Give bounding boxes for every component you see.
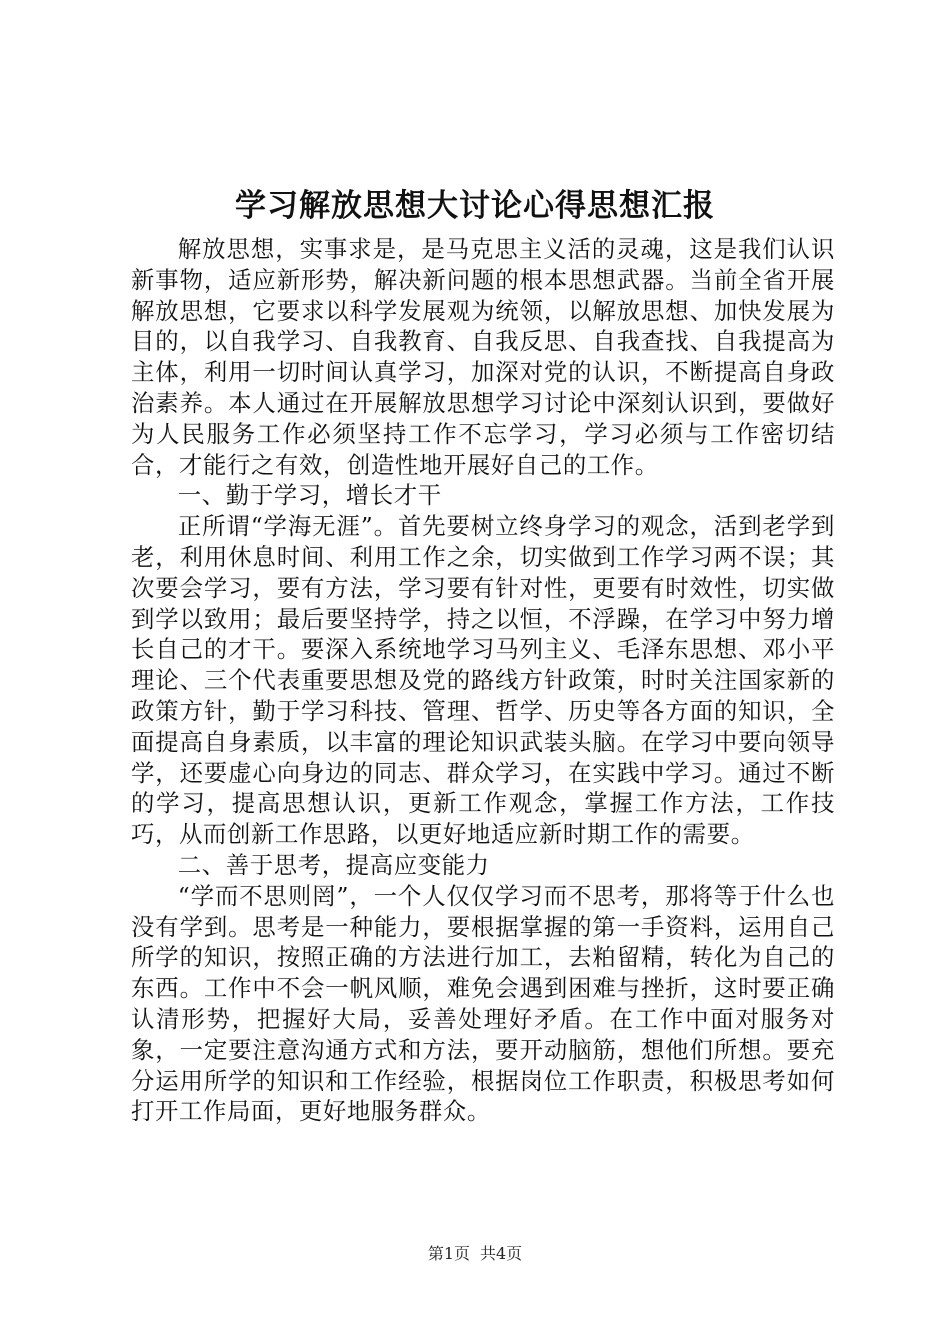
paragraph-section-1: 正所谓“学海无涯”。首先要树立终身学习的观念，活到老学到老，利用休息时间、利用工作之余，切实做到工作学习两不误；其次要会学习，要有方法，学习要有针对性，更要有时效性，切实做到学以致用；最后要坚持学，持之以恒，不浮躁，在学习中努力增长自己的才干。要深入系统地学习马列主义、毛泽东思想、邓小平理论、三个代表重要思想及党的路线方针政策，时时关注国家新的政策方针，勤于学习科技、管理、哲学、历史等各方面的知识，全面提高自身素质，以丰富的理论知识武装头脑。在学习中要向领导学，还要虚心向身边的同志、群众学习，在实践中学习。通过不断的学习，提高思想认识，更新工作观念，掌握工作方法，工作技巧，从而创新工作思路，以更好地适应新时期工作的需要。 [131, 512, 835, 849]
paragraph-section-2: “学而不思则罔”，一个人仅仅学习而不思考，那将等于什么也没有学到。思考是一种能力，要根据掌握的第一手资料，运用自己所学的知识，按照正确的方法进行加工，去粕留精，转化为自己的东西。工作中不会一帆风顺，难免会遇到困难与挫折，这时要正确认清形势，把握好大局，妥善处理好矛盾。在工作中面对服务对象，一定要注意沟通方式和方法，要开动脑筋，想他们所想。要充分运用所学的知识和工作经验，根据岗位工作职责，积极思考如何打开工作局面，更好地服务群众。 [131, 881, 835, 1126]
paragraph-intro: 解放思想，实事求是，是马克思主义活的灵魂，这是我们认识新事物，适应新形势，解决新问题的根本思想武器。当前全省开展解放思想，它要求以科学发展观为统领，以解放思想、加快发展为目的，以自我学习、自我教育、自我反思、自我查找、自我提高为主体，利用一切时间认真学习，加深对党的认识，不断提高自身政治素养。本人通过在开展解放思想学习讨论中深刻认识到，要做好为人民服务工作必须坚持工作不忘学习，学习必须与工作密切结合，才能行之有效，创造性地开展好自己的工作。 [131, 235, 835, 479]
section-heading-2: 二、善于思考，提高应变能力 [177, 850, 490, 879]
page-total: 共4页 [480, 1244, 523, 1263]
page-number: 第1页 [427, 1244, 470, 1263]
section-heading-1: 一、勤于学习，增长才干 [177, 481, 442, 510]
page-footer [0, 1243, 950, 1265]
document-body [131, 234, 835, 1127]
document-title: 学习解放思想大讨论心得思想汇报 [235, 188, 715, 224]
